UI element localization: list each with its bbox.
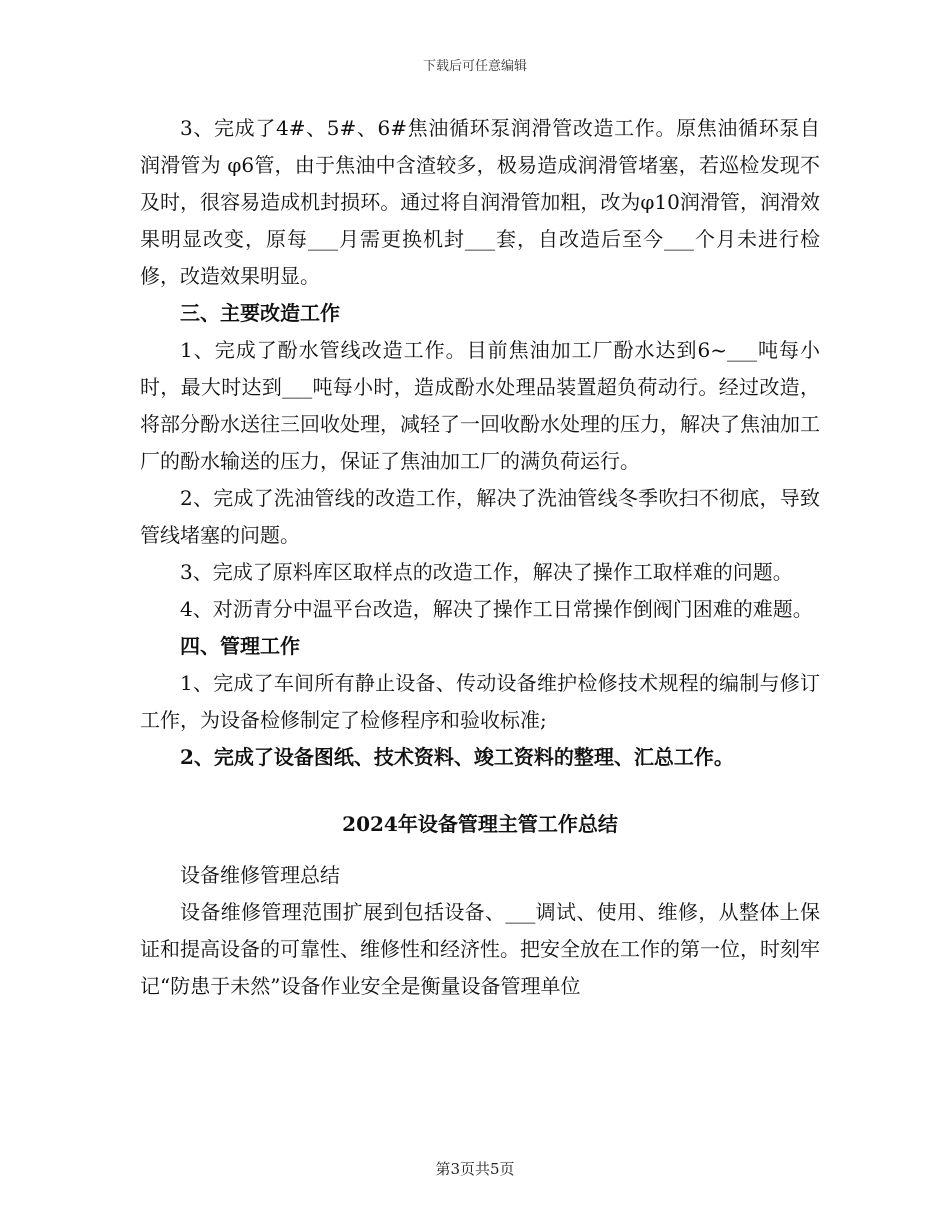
subtitle-maintenance-summary: 设备维修管理总结: [180, 863, 340, 887]
paragraph-maintenance-procedures: 1、完成了车间所有静止设备、传动设备维护检修技术规程的编制与修订工作，为设备检修制定了检修程序和验收标准;: [140, 671, 820, 732]
document-body: [140, 110, 820, 1005]
paragraph-sampling-point: 3、完成了原料库区取样点的改造工作，解决了操作工取样难的问题。: [180, 560, 793, 584]
paragraph-phenol-water-pipeline: 1、完成了酚水管线改造工作。目前焦油加工厂酚水达到6~___吨每小时，最大时达到___吨每小时，造成酚水处理品装置超负荷动行。经过改造，将部分酚水送往三回收处理，减轻了一回收酚水处理的压力，解决了焦油加工厂的酚水输送的压力，保证了焦油加工厂的满负荷运行。: [140, 338, 820, 473]
page-header: 下载后可任意编辑: [422, 59, 527, 74]
paragraph-wash-oil-pipeline: 2、完成了洗油管线的改造工作，解决了洗油管线冬季吹扫不彻底，导致管线堵塞的问题。: [140, 486, 820, 547]
section-heading-management: 四、管理工作: [180, 634, 300, 658]
paragraph-asphalt-platform: 4、对沥青分中温平台改造，解决了操作工日常操作倒阀门困难的难题。: [180, 597, 813, 621]
page-footer: 第3页共5页: [435, 1160, 515, 1178]
paragraph-pump-lubrication: 3、完成了4#、5#、6#焦油循环泵润滑管改造工作。原焦油循环泵自润滑管为 φ6管，由于焦油中含渣较多，极易造成润滑管堵塞，若巡检发现不及时，很容易造成机封损环。通过将自润滑管加粗，改为φ10润滑管，润滑效果明显改变，原每___月需更换机封___套，自改造后至今___个月未进行检修，改造效果明显。: [140, 116, 820, 288]
document-title: 2024年设备管理主管工作总结: [342, 812, 618, 836]
paragraph-drawings-archiving: 2、完成了设备图纸、技术资料、竣工资料的整理、汇总工作。: [180, 745, 734, 769]
paragraph-maintenance-scope: 设备维修管理范围扩展到包括设备、___调试、使用、维修，从整体上保证和提高设备的可靠性、维修性和经济性。把安全放在工作的第一位，时刻牢记“防患于未然”设备作业安全是衡量设备管理单位: [140, 900, 820, 998]
section-heading-main-renovation: 三、主要改造工作: [180, 301, 340, 325]
